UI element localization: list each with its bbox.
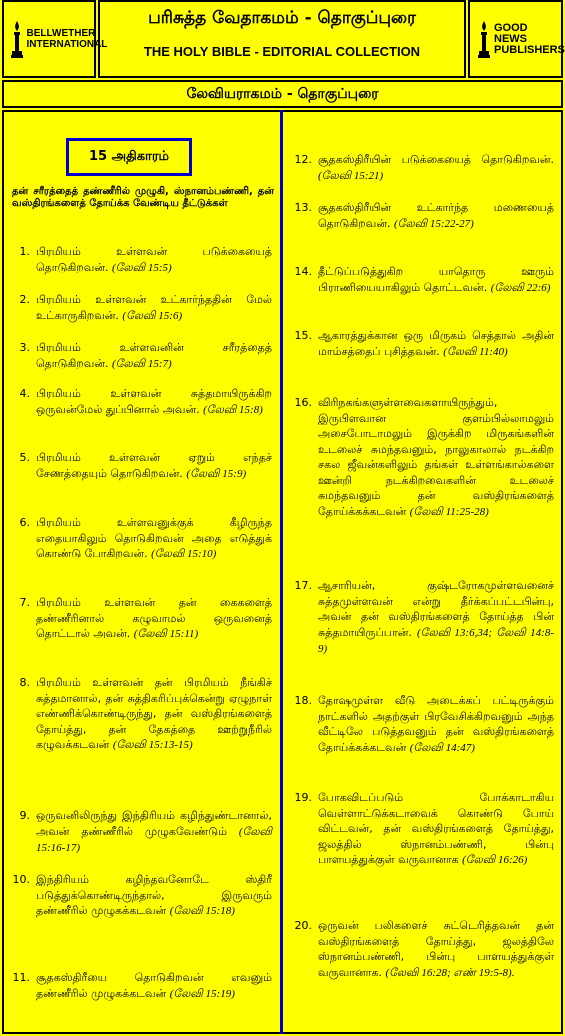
item-reference: (லேவி 15:13-15) (112, 739, 193, 751)
item-text-block (36, 244, 272, 284)
list-item (292, 264, 554, 320)
list-item (292, 152, 554, 192)
list-item (10, 244, 272, 284)
item-number: 9. (19, 809, 30, 822)
item-text-block (36, 595, 272, 667)
item-text: சூதகஸ்திரீயை தொடுகிறவன் எவனும் தண்ணீரில் முழுகக்கடவன் (36, 971, 272, 1000)
item-reference: (லேவி 16:28; எண் 19:5-8). (385, 966, 515, 979)
book-subtitle: லேவியராகமம் - தொகுப்புரை (2, 80, 563, 108)
item-text-block (36, 675, 272, 795)
item-reference: (லேவி 15:5) (111, 261, 172, 274)
item-text-block (36, 872, 272, 928)
item-number: 18. (294, 694, 312, 707)
bellwether-logo (2, 0, 108, 78)
item-text: பிரமியம் உள்ளவன் படுக்கையைத் தொடுகிறவன். (36, 245, 272, 274)
item-text: பிரமியம் உள்ளவன் ஏறும் எந்தச் சேணத்தையும் தொடுகிறவன். (36, 451, 272, 480)
item-text-block (318, 200, 554, 256)
item-number: 10. (12, 873, 30, 886)
item-text: பிரமியம் உள்ளவன் தன் கைகளைத் தண்ணீரினால் கழுவாமல் ஒருவனைத் தொட்டால் அவன். (36, 596, 272, 640)
item-number: 13. (294, 201, 312, 214)
item-text-block (318, 395, 554, 565)
item-text-block (36, 292, 272, 332)
bellwether-logo-text: BELLWETHER INTERNATIONAL (26, 28, 108, 50)
item-text-block (36, 450, 272, 506)
good-news-logo-text: GOOD NEWS PUBLISHERS (494, 21, 565, 56)
item-text: ஆகாரத்துக்கான ஒரு மிருகம் செத்தால் அதின் மாம்சத்தைப் புசித்தவன். (318, 329, 554, 358)
item-text: ஒருவன் பலிகளைச் சுட்டெரித்தவன் தன் வஸ்திரங்களைத் தோய்த்து, ஜலத்திலே ஸ்நானம்பண்ணி, பின்பு பாளயத்துக்குள் வருவானாக. (318, 919, 554, 979)
item-reference: (லேவி 13:6,34; லேவி 14:8-9) (318, 626, 554, 655)
item-text-block (318, 152, 554, 192)
title-english: THE HOLY BIBLE - EDITORIAL COLLECTION (143, 44, 421, 59)
item-text: ஆசாரியன், குஷ்டரோகமுள்ளவனைச் சுத்தமுள்ளவன் என்று தீர்க்கப்பட்டபின்பு, அவன் தன் வஸ்திரங்களைத் தோய்த்த பின் சுத்தமாயிருப்பான். (318, 579, 554, 639)
item-number: 14. (294, 265, 312, 278)
list-item (10, 450, 272, 506)
item-number: 7. (19, 596, 30, 609)
item-text-block (318, 264, 554, 320)
list-item (10, 872, 272, 928)
item-number: 5. (19, 451, 30, 464)
item-text: பிரமியம் உள்ளவன் தன் பிரமியம் நீங்கிச் சுத்தமானால், தன் சுத்திகரிப்புக்கென்று ஏழுநாள் எண்ணிக்கொண்டிருந்து, தன் வஸ்திரங்களைத் தோய்த்து, தன் தேகத்தை ஊற்றுநீரில் கழுவக்கடவன் (36, 676, 272, 751)
item-number: 16. (294, 396, 312, 409)
column-divider (280, 110, 283, 1034)
item-reference: (லேவி 15:6) (122, 309, 183, 322)
item-text-block (36, 386, 272, 442)
item-text-block (318, 578, 554, 678)
list-item (10, 970, 272, 1026)
item-text: பிரமியம் உள்ளவன் உட்கார்ந்ததின் மேல் உட்காருகிறவன். (36, 293, 272, 322)
item-text-block (36, 970, 272, 1026)
item-text: தோஷமுள்ள வீடு அடைக்கப் பட்டிருக்கும் நாட்களில் அதற்குள் பிரவேசிக்கிறவனும் அந்த வீட்டிலே படுத்தவனும் தன் வஸ்திரங்களைத் தோய்க்கக்கடவன் (318, 694, 554, 754)
item-reference: (லேவி 22:6) (490, 281, 551, 294)
item-text: பிரமியம் உள்ளவனின் சரீரத்தைத் தொடுகிறவன். (36, 341, 272, 370)
item-number: 20. (294, 919, 312, 932)
item-reference: (லேவி 15:7) (111, 357, 172, 370)
item-reference: (லேவி 15:8) (203, 403, 263, 416)
item-reference: (லேவி 15:18) (169, 905, 235, 917)
list-item (10, 675, 272, 795)
item-reference: (லேவி 15:22-27) (393, 217, 474, 230)
item-number: 11. (12, 971, 30, 984)
item-text: சூதகஸ்திரீயின் உட்கார்ந்த மணையைத் தொடுகிறவன். (318, 201, 554, 230)
item-reference: (லேவி 16:26) (462, 854, 528, 866)
item-text-block (318, 693, 554, 783)
item-text-block (36, 515, 272, 587)
section-intro: தன் சரீரத்தைத் தண்ணீரில் முழுகி, ஸ்நானம்பண்ணி, தன் வஸ்திரங்களைத் தோய்க்க வேண்டிய தீட்டுக்கள் (12, 186, 274, 209)
item-text: பிரமியம் உள்ளவன் சுத்தமாயிருக்கிற ஒருவன்மேல் துப்பினால் அவன். (36, 387, 272, 416)
item-text-block (318, 328, 554, 384)
item-text-block (36, 808, 272, 864)
item-text: விரிநகங்களுள்ளவைகளாயிருந்தும், இருபிளவான குளம்பில்லாமலும் அசைபோடாமலும் இருக்கிற மிருகங்களின் உடலைச் சுமந்தவனும், நாலுகாலால் நடக்கிற சகல ஜீவன்களிலும் தங்கள் உள்ளங்கால்களை ஊன்றி நடக்கிறவைகளின் உடலைச் சுமந்தவனும் தன் வஸ்திரங்களைத் தோய்க்கக்கடவன் (318, 396, 554, 518)
item-number: 17. (294, 579, 312, 592)
item-reference: (லேவி 15:11) (133, 628, 199, 640)
item-reference: (லேவி 15:21) (318, 169, 384, 182)
list-item (292, 578, 554, 678)
list-item (292, 790, 554, 900)
item-text: சூதகஸ்திரீயின் படுக்கையைத் தொடுகிறவன். (318, 153, 554, 166)
item-text: ஒருவனிலிருந்து இந்திரியம் கழிந்துண்டானால், அவன் தண்ணீரில் முழுகவேண்டும் (36, 809, 272, 838)
item-reference: (லேவி 11:40) (443, 345, 508, 358)
item-number: 3. (19, 341, 30, 354)
list-item (10, 515, 272, 587)
lamp-icon (477, 19, 491, 59)
list-item (10, 808, 272, 864)
item-reference: (லேவி 14:47) (409, 741, 475, 754)
item-number: 4. (19, 387, 30, 400)
list-item (292, 918, 554, 1008)
item-reference: (லேவி 15:9) (186, 467, 247, 480)
item-number: 8. (19, 676, 30, 689)
item-number: 12. (294, 153, 312, 166)
item-reference: (லேவி 11:25-28) (409, 505, 489, 518)
item-number: 6. (19, 516, 30, 529)
item-reference: (லேவி 15:16-17) (36, 825, 272, 854)
list-item (292, 395, 554, 565)
item-text: போகவிடப்படும் போக்காடாகிய வெள்ளாட்டுக்கடாவைக் கொண்டு போய் விட்டவன், தன் வஸ்திரங்களைத் தோய்த்து, ஜலத்தில் ஸ்நானம்பண்ணி, பின்பு பாளயத்துக்குள் வருவானாக (318, 791, 554, 866)
item-number: 2. (19, 293, 30, 306)
title-tamil: பரிசுத்த வேதாகமம் - தொகுப்புரை (148, 8, 416, 28)
item-text: தீட்டுப்படுத்துகிற யாதொரு ஊரும் பிராணியையாகிலும் தொட்டவன். (318, 265, 554, 294)
item-text: பிரமியம் உள்ளவனுக்குக் கீழிருந்த எதையாகிலும் தொடுகிறவன் அதை எடுத்துக் கொண்டு போகிறவன். (36, 516, 272, 560)
item-reference: (லேவி 15:19) (169, 987, 235, 1000)
item-number: 19. (294, 791, 312, 804)
item-text-block (36, 340, 272, 380)
item-number: 1. (19, 245, 30, 258)
list-item (10, 292, 272, 332)
good-news-logo (468, 0, 563, 78)
lamp-icon (10, 19, 24, 59)
chapter-label: 15 அதிகாரம் (66, 138, 192, 176)
item-text-block (318, 790, 554, 900)
item-text-block (318, 918, 554, 1008)
list-item (10, 340, 272, 380)
item-text: இந்திரியம் கழிந்தவனோடே ஸ்திரீ படுத்துக்கொண்டிருந்தால், இருவரும் தண்ணீரில் முழுகக்கடவன் (36, 873, 272, 917)
list-item (10, 595, 272, 667)
list-item (10, 386, 272, 442)
list-item (292, 693, 554, 783)
header-title-box (98, 0, 466, 78)
list-item (292, 200, 554, 256)
list-item (292, 328, 554, 384)
item-number: 15. (294, 329, 312, 342)
item-reference: (லேவி 15:10) (151, 548, 217, 560)
